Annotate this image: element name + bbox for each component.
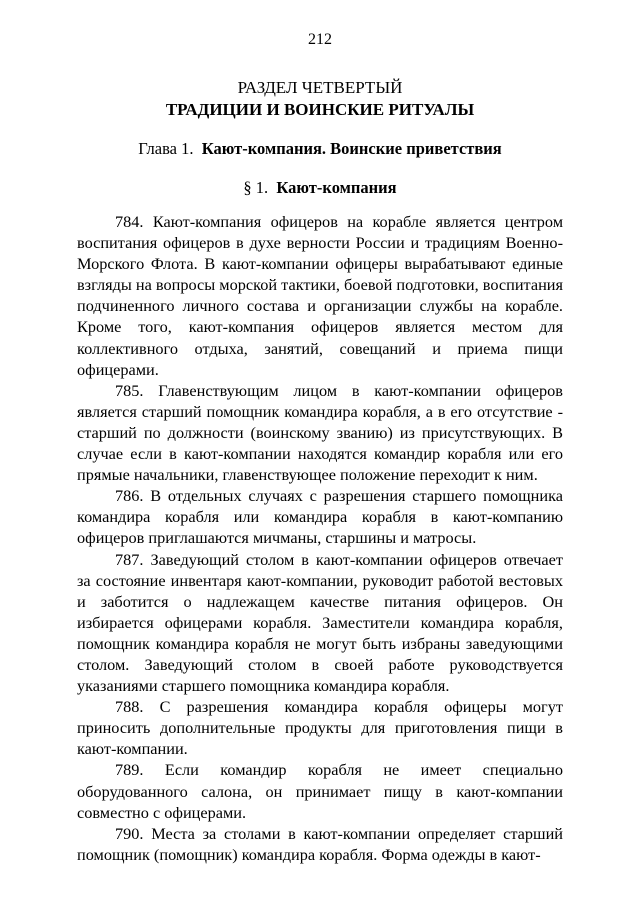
article-text: В отдельных случаях с разрешения старшего помощника командира корабля или командира корабля в кают-компанию офицеров приглашаются мичманы, старшины и матросы.: [77, 486, 563, 548]
article-790: [77, 823, 563, 865]
chapter-heading: [0, 138, 640, 160]
section-heading: РАЗДЕЛ ЧЕТВЕРТЫЙ: [237, 78, 403, 97]
paragraph-label: § 1.: [243, 178, 269, 197]
article-784: [77, 211, 563, 380]
paragraph-heading: [0, 177, 640, 199]
article-text: Заведующий столом в кают-компании офицеров отвечает за состояние инвентаря кают-компании, руководит работой вестовых и заботится о надлежащем качестве питания офицеров. Он избирается офицерами корабля. Заместители командира корабля, помощник командира корабля не могут быть избраны заведующими столом. Заведующий столом в своей работе руководствуется указаниями старшего помощника командира корабля.: [77, 549, 563, 696]
article-text: Кают-компания офицеров на корабле является центром воспитания офицеров в духе верности России и традициям Военно-Морского Флота. В кают-компании офицеры вырабатывают единые взгляды на вопросы морской тактики, боевой подготовки, воспитания подчиненного личного состава и организации службы на корабле. Кроме того, кают-компания офицеров является местом для коллективного отдыха, занятий, совещаний и приема пищи офицерами.: [77, 212, 563, 379]
section-title: ТРАДИЦИИ И ВОИНСКИЕ РИТУАЛЫ: [165, 100, 475, 119]
article-text: Если командир корабля не имеет специально оборудованного салона, он принимает пищу в кают-компании совместно с офицерами.: [77, 760, 563, 822]
article-787: [77, 549, 563, 697]
chapter-label: Глава 1.: [138, 139, 194, 158]
article-text: Главенствующим лицом в кают-компании офицеров является старший помощник командира корабля, а в его отсутствие - старший по должности (воинскому званию) из присутствующих. В случае если в кают-компании находятся командир корабля или его прямые начальники, главенствующее положение переходит к ним.: [77, 380, 563, 485]
article-number: 785.: [115, 380, 144, 400]
article-number: 784.: [115, 212, 144, 231]
paragraph-title: Кают-компания: [276, 178, 397, 197]
article-number: 787.: [115, 549, 144, 569]
page-number: 212: [308, 31, 332, 48]
article-number: 786.: [115, 486, 144, 506]
article-number: 790.: [115, 823, 144, 843]
article-788: [77, 696, 563, 759]
chapter-title: Кают-компания. Воинские приветствия: [201, 139, 502, 158]
body-text: [77, 211, 563, 865]
article-789: [77, 759, 563, 822]
article-text: С разрешения командира корабля офицеры могут приносить дополнительные продукты для приготовления пищи в кают-компании.: [77, 697, 563, 759]
article-text: Места за столами в кают-компании определяет старший помощник (помощник) командира корабля. Форма одежды в кают-: [77, 823, 564, 864]
article-786: [77, 485, 563, 548]
article-785: [77, 380, 563, 485]
article-number: 788.: [115, 697, 144, 717]
article-number: 789.: [115, 760, 144, 780]
